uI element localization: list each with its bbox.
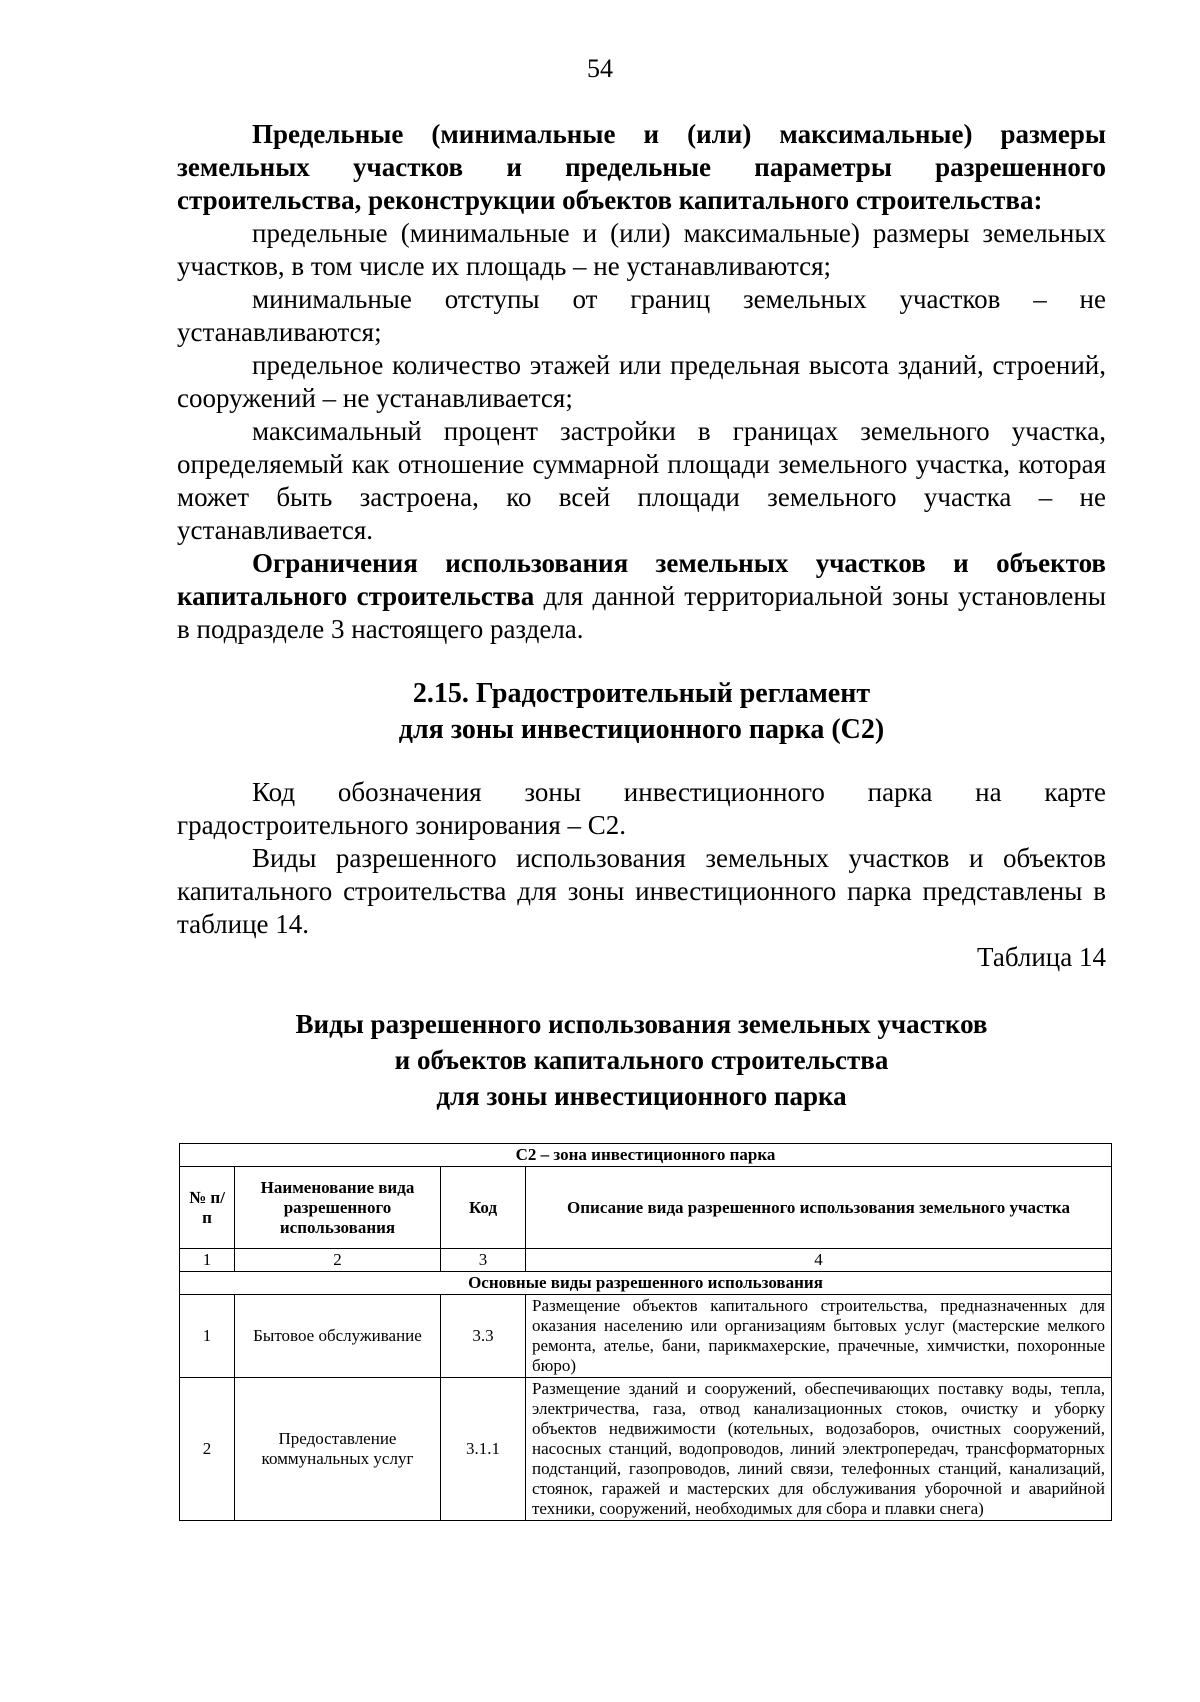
restrictions-bold: Ограничения использования земельных участков и объектов капитального строительства <box>177 548 1106 611</box>
table-label: Таблица 14 <box>977 942 1106 972</box>
column-index: 3 <box>441 1249 526 1272</box>
row-code: 3.3 <box>441 1295 526 1378</box>
limits-heading: Предельные (минимальные и (или) максимальные) размеры земельных участков и предельные параметры разрешенного строительства, реконструкции объектов капитального строительства: <box>177 119 1106 215</box>
row-description: Размещение объектов капитального строительства, предназначенных для оказания населению или организациям бытовых услуг (мастерские мелкого ремонта, ателье, бани, парикмахерские, прачечные, химчистки, похоронные бюро) <box>526 1295 1112 1378</box>
section-2-15 <box>177 676 1106 974</box>
row-code: 3.1.1 <box>441 1378 526 1521</box>
column-header-number: № п/п <box>180 1167 235 1249</box>
table-title-line2: и объектов капитального строительства <box>394 1045 889 1075</box>
regulation-table <box>179 1143 1112 1521</box>
row-number: 2 <box>180 1378 235 1521</box>
page-number: 54 <box>587 54 613 83</box>
limits-paragraph-coverage: максимальный процент застройки в границах земельного участка, определяемый как отношение суммарной площади земельного участка, которая может быть застроена, ко всей площади земельного участка – не устанавливается. <box>177 416 1106 545</box>
column-header-description: Описание вида разрешенного использования земельного участка <box>526 1167 1112 1249</box>
group-header-basic-uses: Основные виды разрешенного использования <box>180 1272 1112 1295</box>
row-use-name: Предоставление коммунальных услуг <box>235 1378 441 1521</box>
section-title-line1: 2.15. Градостроительный регламент <box>412 678 871 709</box>
limits-section <box>177 118 1106 646</box>
column-header-code: Код <box>441 1167 526 1249</box>
limits-paragraph-setbacks: минимальные отступы от границ земельных участков – не устанавливаются; <box>177 284 1106 347</box>
table-title-line1: Виды разрешенного использования земельных участков <box>295 1009 988 1039</box>
zone-code-paragraph: Код обозначения зоны инвестиционного парка на карте градостроительного зонирования – С2. <box>177 777 1106 840</box>
restrictions-rest: для данной территориальной зоны установлены в подразделе 3 настоящего раздела. <box>177 581 1106 644</box>
limits-paragraph-area: предельные (минимальные и (или) максимальные) размеры земельных участков, в том числе их площадь – не устанавливаются; <box>177 218 1106 281</box>
uses-paragraph: Виды разрешенного использования земельных участков и объектов капитального строительства для зоны инвестиционного парка представлены в таблице 14. <box>177 843 1106 939</box>
table-title-line3: для зоны инвестиционного парка <box>436 1081 847 1111</box>
table-title <box>177 1006 1106 1114</box>
row-use-name: Бытовое обслуживание <box>235 1295 441 1378</box>
row-number: 1 <box>180 1295 235 1378</box>
table-row <box>180 1295 1112 1378</box>
limits-paragraph-floors: предельное количество этажей или предельная высота зданий, строений, сооружений – не устанавливается; <box>177 350 1106 413</box>
column-header-name: Наименование вида разрешенного использования <box>235 1167 441 1249</box>
column-index: 1 <box>180 1249 235 1272</box>
restrictions-paragraph <box>177 547 1106 646</box>
column-index: 2 <box>235 1249 441 1272</box>
zone-header: С2 – зона инвестиционного парка <box>180 1144 1112 1167</box>
table-row <box>180 1378 1112 1521</box>
column-index: 4 <box>526 1249 1112 1272</box>
row-description: Размещение зданий и сооружений, обеспечивающих поставку воды, тепла, электричества, газа, отвод канализационных стоков, очистку и уборку объектов недвижимости (котельных, водозаборов, очистных сооружений, насосных станций, водопроводов, линий электропередач, трансформаторных подстанций, газопроводов, линий связи, телефонных станций, канализаций, стоянок, гаражей и мастерских для обслуживания уборочной и аварийной техники, сооружений, необходимых для сбора и плавки снега) <box>526 1378 1112 1521</box>
section-title-line2: для зоны инвестиционного парка (С2) <box>398 714 885 745</box>
